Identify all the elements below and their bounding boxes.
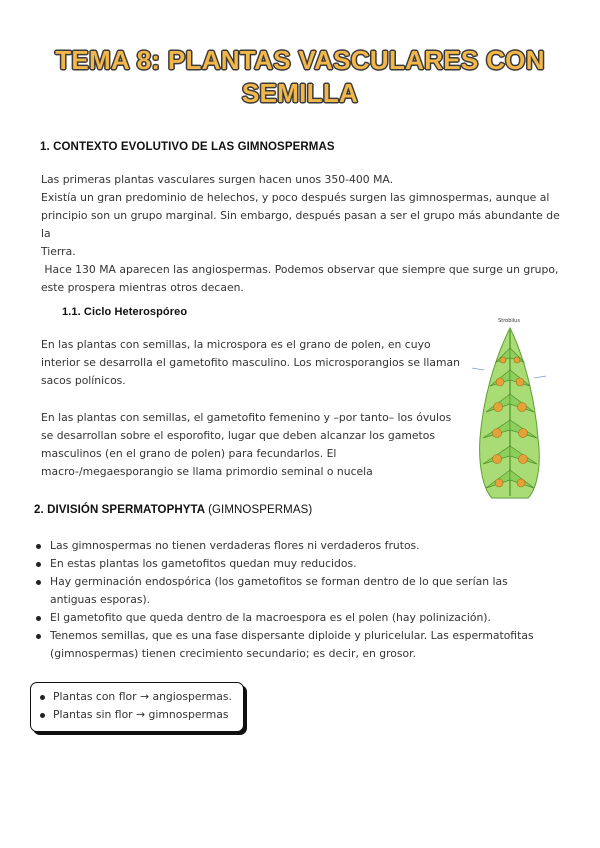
- body-line: Tierra.: [41, 245, 76, 258]
- page-title: [0, 44, 600, 110]
- summary-list: [31, 683, 243, 724]
- body-line: interior se desarrolla el gametofito masculino. Los microsporangios se llaman: [41, 356, 460, 369]
- body-line: Hace 130 MA aparecen las angiospermas. Podemos observar que siempre que surge un grupo,: [41, 263, 559, 276]
- body-line: macro-/megaesporangio se llama primordio seminal o nucela: [41, 465, 373, 478]
- page-title-line-1: TEMA 8: PLANTAS VASCULARES CON: [55, 45, 545, 75]
- figure-label: Strobilus: [498, 318, 520, 324]
- list-item: En estas plantas los gametofitos quedan muy reducidos.: [34, 555, 534, 573]
- section-2-heading-main: 2. DIVISIÓN SPERMATOPHYTA: [34, 504, 209, 516]
- list-item-line: Hay germinación endospórica (los gametofitos se forman dentro de lo que serían las: [50, 575, 508, 588]
- body-line: principio son un grupo marginal. Sin embargo, después pasan a ser el grupo más abundante de la: [41, 209, 560, 240]
- body-line: masculinos (en el grano de polen) para fecundarlos. El: [41, 447, 337, 460]
- section-1-body: [41, 171, 566, 297]
- list-item-line: Tenemos semillas, que es una fase dispersante diploide y pluricelular. Las espermatofitas: [50, 629, 534, 642]
- list-item-line: antiguas esporas).: [50, 593, 151, 606]
- summary-item: Plantas con flor → angiospermas.: [31, 688, 243, 706]
- list-item: Las gimnospermas no tienen verdaderas flores ni verdaderos frutos.: [34, 537, 534, 555]
- list-item-line: (gimnospermas) tienen crecimiento secundario; es decir, en grosor.: [50, 647, 417, 660]
- list-item: [34, 573, 534, 609]
- summary-item: Plantas sin flor → gimnospermas: [31, 706, 243, 724]
- list-item: El gametofito que queda dentro de la macroespora es el polen (hay polinización).: [34, 609, 534, 627]
- section-2-heading-paren: (GIMNOSPERMAS): [208, 504, 313, 516]
- section-1-heading: 1. CONTEXTO EVOLUTIVO DE LAS GIMNOSPERMAS: [40, 141, 335, 153]
- page-title-line-2: SEMILLA: [241, 78, 359, 108]
- body-line: este prospera mientras otros decaen.: [41, 281, 244, 294]
- section-2-bullet-list: [34, 537, 534, 663]
- subsection-1-1-para-2: [41, 409, 461, 481]
- body-line: En las plantas con semillas, el gametofito femenino y –por tanto– los óvulos: [41, 411, 452, 424]
- subsection-1-1-heading: 1.1. Ciclo Heterospóreo: [62, 306, 188, 318]
- list-item: [34, 627, 534, 663]
- strobilus-illustration: [470, 318, 548, 502]
- body-line: se desarrollan sobre el esporofito, lugar que deben alcanzar los gametos: [41, 429, 436, 442]
- body-line: En las plantas con semillas, la microspora es el grano de polen, en cuyo: [41, 338, 431, 351]
- body-line: Existía un gran predominio de helechos, y poco después surgen las gimnospermas, aunque al: [41, 191, 550, 204]
- strobilus-drawing: [470, 318, 548, 502]
- subsection-1-1-para-1: [41, 336, 461, 390]
- summary-box: [30, 682, 244, 732]
- body-line: Las primeras plantas vasculares surgen hacen unos 350-400 MA.: [41, 173, 394, 186]
- section-2-heading: [34, 504, 312, 516]
- body-line: sacos polínicos.: [41, 374, 126, 387]
